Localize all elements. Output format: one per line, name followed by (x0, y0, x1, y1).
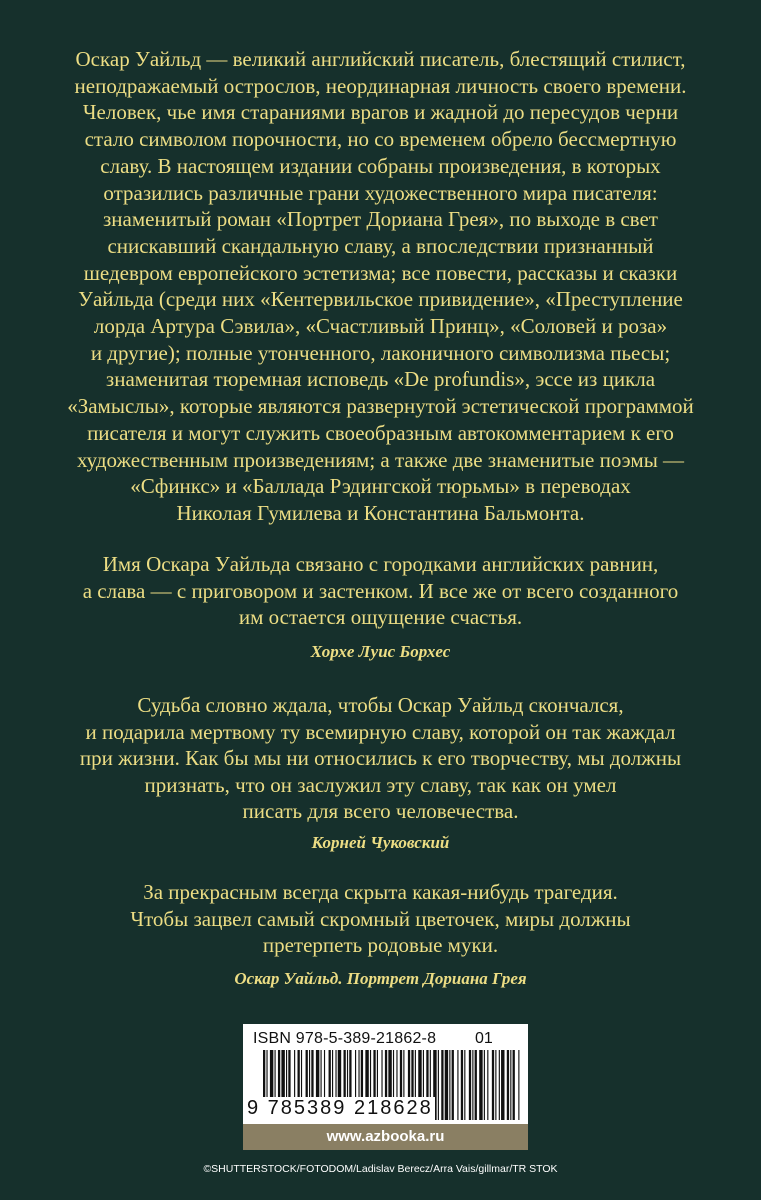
barcode-stripe (507, 1050, 509, 1120)
quote-line: при жизни. Как бы мы ни относились к его творчеству, мы должны (79, 746, 682, 771)
quote-line: признать, что он заслужил эту славу, так как он умел (144, 772, 617, 797)
barcode-stripe (445, 1050, 448, 1120)
text-line: отразились различные грани художественного мира писателя: (103, 180, 658, 205)
quote-author: Оскар Уайльд. Портрет Дориана Грея (234, 969, 527, 988)
barcode-stripe (441, 1050, 443, 1120)
quote-line: Судьба словно ждала, чтобы Оскар Уайльд скончался, (137, 693, 624, 717)
text-line: знаменитая тюремная исповедь «De profundis», эссе из цикла (105, 367, 656, 392)
barcode-stripe (479, 1050, 482, 1120)
quote-wilde (40, 879, 721, 959)
text-line: лорда Артура Сэвила», «Счастливый Принц», «Соловей и роза» (93, 314, 668, 339)
text-line: «Замыслы», которые являются развернутой эстетической программой (67, 394, 694, 419)
quote-line: им остается ощущение счастья. (238, 605, 523, 630)
barcode-stripe (452, 1050, 454, 1120)
quote-line: и подарила мертвому ту всемирную славу, которой он так жаждал (85, 719, 676, 744)
quote-author: Хорхе Луис Борхес (310, 642, 451, 661)
quote-line: Имя Оскара Уайльда связано с городками английских равнин, (102, 552, 659, 576)
isbn-addon: 01 (475, 1030, 493, 1047)
photo-credits: ©SHUTTERSTOCK/FOTODOM/Ladislav Berecz/Arra Vais/gillmar/TR STOK (203, 1163, 558, 1175)
text-line: художественным произведениям; а также две знаменитые поэмы — (76, 447, 685, 472)
text-line: Уайльда (среди них «Кентервильское привидение», «Преступление (78, 287, 683, 312)
barcode-stripe (513, 1050, 515, 1120)
barcode-stripe (457, 1050, 458, 1120)
text-line: снискавший скандальную славу, а впоследствии признанный (107, 233, 654, 258)
barcode-stripe (438, 1050, 439, 1120)
barcode-stripe (475, 1050, 477, 1120)
quote-line: За прекрасным всегда скрыта какая-нибудь трагедия. (143, 880, 618, 904)
text-line: стало символом порочности, но со временем обрело бессмертную (84, 127, 677, 152)
publisher-website: www.azbooka.ru (243, 1124, 528, 1150)
quote-author: Корней Чуковский (311, 833, 450, 852)
text-line: Николая Гумилева и Константина Бальмонта. (176, 500, 585, 525)
barcode-stripe (510, 1050, 511, 1120)
text-line: писателя и могут служить своеобразным автокомментарием к его (87, 420, 674, 445)
text-line: славу. В настоящем издании собраны произведения, в которых (100, 153, 661, 178)
quote-line: а слава — с приговором и застенком. И все же от всего созданного (82, 578, 679, 603)
quote-chukovsky (40, 692, 721, 825)
annotation-text (40, 46, 721, 527)
text-line: Человек, чье имя стараниями врагов и жадной до пересудов черни (82, 100, 679, 125)
text-line: шедевром европейского эстетизма; все повести, рассказы и сказки (83, 260, 678, 285)
isbn-label: ISBN 978-5-389-21862-8 (253, 1030, 437, 1047)
barcode-stripe (487, 1050, 488, 1120)
barcode-stripe (495, 1050, 496, 1120)
barcode-stripe (492, 1050, 494, 1120)
barcode-stripe (472, 1050, 473, 1120)
barcode-stripe (518, 1050, 519, 1120)
quote-line: Чтобы зацвел самый скромный цветочек, миры должны (130, 906, 631, 931)
barcode-panel (243, 1024, 528, 1150)
barcode-stripe (484, 1050, 485, 1120)
quote-line: писать для всего человечества. (242, 799, 519, 824)
barcode-stripe (469, 1050, 471, 1120)
barcode-stripe (464, 1050, 465, 1120)
ean-digits: 9 785389 218628 (247, 1097, 433, 1119)
text-line: и другие); полные утонченного, лаконичного символизма пьесы; (90, 340, 671, 365)
barcode-stripe (501, 1050, 504, 1120)
quote-line: претерпеть родовые муки. (262, 933, 499, 958)
text-line: Оскар Уайльд — великий английский писатель, блестящий стилист, (75, 47, 686, 71)
text-line: знаменитый роман «Портрет Дориана Грея», по выходе в свет (103, 207, 658, 232)
barcode-stripe (499, 1050, 500, 1120)
text-line: «Сфинкс» и «Баллада Рэдингской тюрьмы» в переводах (130, 474, 631, 499)
barcode-stripe (461, 1050, 463, 1120)
text-line: неподражаемый острослов, неординарная личность своего времени. (74, 73, 687, 98)
barcode-stripe (449, 1050, 450, 1120)
quote-borges (40, 551, 721, 631)
